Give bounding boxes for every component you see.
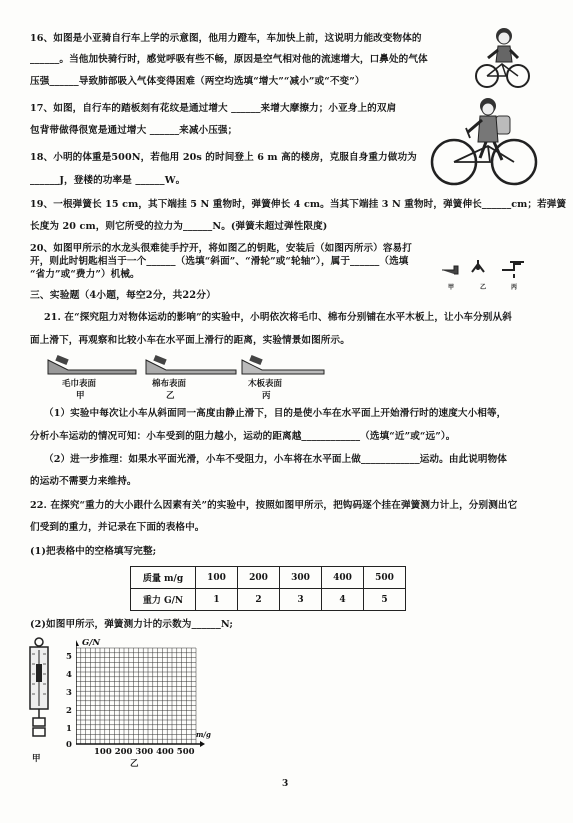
q22-part2: (2)如图甲所示，弹簧测力计的示数为______N; [30, 619, 234, 630]
page-number: 3 [282, 779, 289, 789]
table-cell: 500 [364, 567, 406, 589]
q17-line2: 包背带做得很宽是通过增大 ______来减小压强； [30, 125, 238, 136]
graph-y-tick: 4 [66, 670, 72, 680]
graph-y-tick: 5 [66, 652, 72, 662]
q16-line3: 压强______导致肺部吸入气体变得困难（两空均选填“增大”“减小”或“不变”） [30, 76, 365, 87]
graph-y-tick: 2 [66, 706, 72, 716]
table-cell: 400 [322, 567, 364, 589]
table-cell: 300 [280, 567, 322, 589]
table-cell: 4 [322, 589, 364, 611]
boy-cycling-illustration [472, 24, 532, 92]
q22-line2: 们受到的重力，并记录在下面的表格中。 [30, 522, 205, 533]
table-header-weight: 重力 G/N [131, 589, 196, 611]
q19-line1: 19、一根弹簧长 15 cm，其下端挂 5 N 重物时，弹簧伸长 4 cm。当其下端挂 3 N 重物时，弹簧伸长______cm；若弹簧 [30, 199, 567, 210]
fig20-label-jia: 甲 [448, 284, 455, 291]
table-cell: 100 [196, 567, 238, 589]
surface-wood-label: 木板表面 [248, 379, 283, 389]
fig20-label-yi: 乙 [480, 284, 487, 291]
q18-line2: ______J，登楼的功率是 ______W。 [30, 175, 186, 186]
fig20-label-bing: 丙 [511, 284, 518, 291]
surface-cotton-label: 棉布表面 [152, 379, 187, 389]
table-cell: 200 [238, 567, 280, 589]
caption-jia: 甲 [32, 754, 41, 764]
surface-wood-sublabel: 丙 [262, 391, 271, 401]
surface-cotton-sublabel: 乙 [166, 391, 175, 401]
table-header-mass: 质量 m/g [131, 567, 196, 589]
graph-y-axis-label: G/N [82, 638, 101, 648]
table-cell: 5 [364, 589, 406, 611]
q18-line1: 18、小明的体重是500N，若他用 20s 的时间登上 6 m 高的楼房，克服自身重力做功为 [30, 152, 417, 163]
faucet-key-figures [440, 258, 530, 280]
table-row-mass [131, 567, 406, 589]
graph-x-axis-label: m/g [196, 730, 211, 739]
caption-yi: 乙 [130, 759, 139, 769]
q21-line1: 21. 在“探究阻力对物体运动的影响”的实验中，小明依次将毛巾、棉布分别铺在水平木板上，让小车分别从斜 [44, 312, 512, 323]
q21-line3: （1）实验中每次让小车从斜面同一高度由静止滑下，目的是使小车在水平面上开始滑行时的速度大小相等， [44, 408, 507, 419]
graph-y-tick: 0 [66, 740, 72, 750]
table-cell: 3 [280, 589, 322, 611]
q21-line5: （2）进一步推理：如果水平面光滑，小车不受阻力，小车将在水平面上做____________运动。由此说明物体 [44, 454, 507, 465]
gravity-graph-grid [76, 640, 206, 748]
q21-line6: 的运动不需要力来维持。 [30, 476, 137, 487]
surface-towel-label: 毛巾表面 [62, 379, 97, 389]
q22-line1: 22. 在探究“重力的大小跟什么因素有关”的实验中，按照如图甲所示，把钩码逐个挂在弹簧测力计上，分别测出它 [30, 500, 518, 511]
q22-part1: (1)把表格中的空格填写完整; [30, 546, 157, 557]
mass-weight-table [130, 566, 406, 611]
q19-line2: 长度为 20 cm，则它所受的拉力为______N。(弹簧未超过弹性限度) [30, 221, 328, 232]
graph-y-tick: 3 [66, 688, 72, 698]
q20-line1: 20、如图甲所示的水龙头很难徒手拧开，将如图乙的钥匙，安装后（如图丙所示）容易打 [30, 243, 412, 254]
graph-y-tick: 1 [66, 724, 72, 734]
spring-scale-illustration [26, 636, 52, 748]
ramps-figure [46, 354, 326, 376]
q20-line2: 开，则此时钥匙相当于一个______（选填“斜面”、“滑轮”或“轮轴”），属于______（选填 [30, 256, 409, 267]
table-cell: 1 [196, 589, 238, 611]
q16-line1: 16、如图是小亚骑自行车上学的示意图，他用力蹬车，车加快上前，这说明力能改变物体的 [30, 33, 422, 44]
table-row-weight [131, 589, 406, 611]
q21-line4: 分析小车运动的情况可知：小车受到的阻力越小，运动的距离越____________（选填“近”或“远”）。 [30, 431, 456, 442]
q20-line3: “省力”或“费力”）机械。 [30, 269, 140, 280]
q21-line2: 面上滑下，再观察和比较小车在水平面上滑行的距离，实验情景如图所示。 [30, 335, 350, 346]
q16-line2: ______。当他加快骑行时，感觉呼吸有些不畅，原因是空气相对他的流速增大，口鼻处的气体 [30, 54, 428, 65]
section3-heading: 三、实验题（4小题，每空2分，共22分） [30, 290, 217, 301]
surface-towel-sublabel: 甲 [76, 391, 85, 401]
table-cell: 2 [238, 589, 280, 611]
cyclist-with-backpack-illustration [428, 96, 540, 188]
q17-line1: 17、如图，自行车的踏板刻有花纹是通过增大 ______来增大摩擦力；小亚身上的双肩 [30, 103, 397, 114]
graph-x-ticks: 100 200 300 400 500 [94, 747, 195, 757]
